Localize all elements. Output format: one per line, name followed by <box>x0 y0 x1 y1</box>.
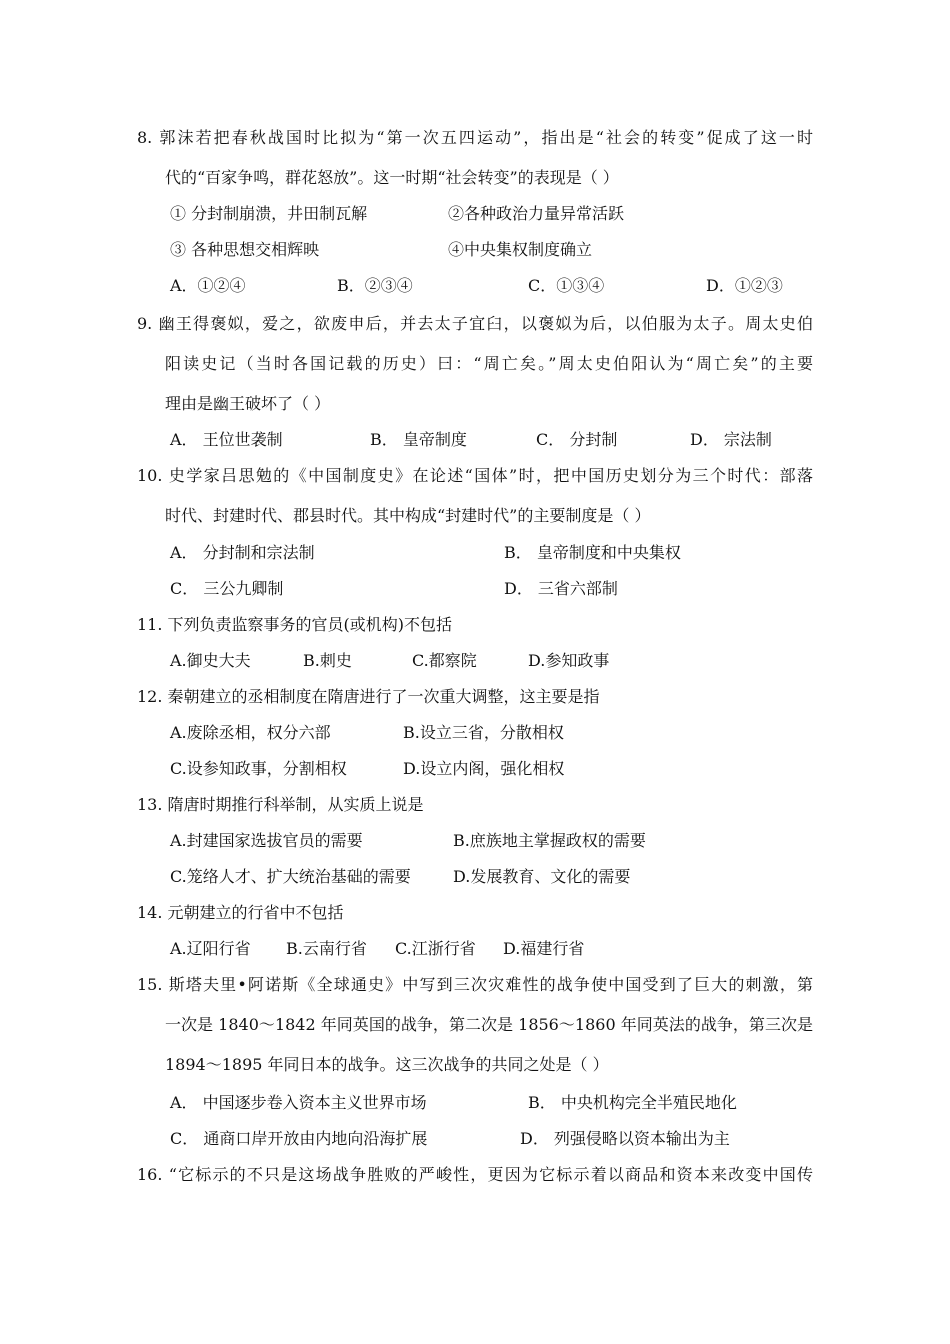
q8-statement-3: ③ 各种思想交相辉映 <box>170 240 320 259</box>
q11-option-b: B.刺史 <box>303 651 352 670</box>
q9-stem-line1: 9. 幽王得褒姒，爱之，欲废申后，并去太子宜臼，以褒姒为后，以伯服为太子。周太史伯 <box>137 314 813 333</box>
q11-option-c: C.都察院 <box>412 651 477 670</box>
q8-option-c: C．①③④ <box>528 276 605 295</box>
q9-stem-line2: 阳读史记（当时各国记载的历史）曰：“周亡矣。”周太史伯阳认为“周亡矣”的主要 <box>165 354 813 373</box>
q8-statement-1: ① 分封制崩溃，井田制瓦解 <box>170 204 368 223</box>
q14-option-b: B.云南行省 <box>286 939 367 958</box>
q10-option-a: A． 分封制和宗法制 <box>170 543 315 562</box>
q15-option-d: D． 列强侵略以资本输出为主 <box>520 1129 730 1148</box>
q14-stem: 14. 元朝建立的行省中不包括 <box>137 903 344 922</box>
q13-stem: 13. 隋唐时期推行科举制，从实质上说是 <box>137 795 424 814</box>
q15-stem-line2: 一次是 1840～1842 年同英国的战争，第二次是 1856～1860 年同英法的战争，第三次是 <box>165 1015 813 1034</box>
q16-stem-line1: 16. “它标示的不只是这场战争胜败的严峻性，更因为它标示着以商品和资本来改变中国传 <box>137 1165 813 1184</box>
q8-statement-2: ②各种政治力量异常活跃 <box>448 204 625 223</box>
q11-option-a: A.御史大夫 <box>170 651 251 670</box>
q15-stem-line1: 15. 斯塔夫里•阿诺斯《全球通史》中写到三次灾难性的战争使中国受到了巨大的刺激，第 <box>137 975 813 994</box>
q13-option-a: A.封建国家选拔官员的需要 <box>170 831 363 850</box>
q11-option-d: D.参知政事 <box>528 651 610 670</box>
q9-option-d: D． 宗法制 <box>690 430 772 449</box>
q9-option-b: B． 皇帝制度 <box>370 430 467 449</box>
q8-option-d: D．①②③ <box>706 276 783 295</box>
q15-option-c: C． 通商口岸开放由内地向沿海扩展 <box>170 1129 428 1148</box>
q13-option-d: D.发展教育、文化的需要 <box>453 867 631 886</box>
q8-stem-line1: 8. 郭沫若把春秋战国时比拟为“第一次五四运动”，指出是“社会的转变”促成了这一时 <box>137 128 813 147</box>
q8-option-b: B．②③④ <box>337 276 413 295</box>
q15-stem-line3: 1894～1895 年同日本的战争。这三次战争的共同之处是（ ） <box>165 1055 609 1074</box>
q14-option-d: D.福建行省 <box>503 939 585 958</box>
q13-option-b: B.庶族地主掌握政权的需要 <box>453 831 646 850</box>
q10-stem-line1: 10. 史学家吕思勉的《中国制度史》在论述“国体”时，把中国历史划分为三个时代：部落 <box>137 466 813 485</box>
q14-option-a: A.辽阳行省 <box>170 939 251 958</box>
q15-option-b: B． 中央机构完全半殖民地化 <box>528 1093 737 1112</box>
q10-stem-line2: 时代、封建时代、郡县时代。其中构成“封建时代”的主要制度是（ ） <box>165 506 651 525</box>
q10-option-c: C． 三公九卿制 <box>170 579 284 598</box>
q10-option-b: B． 皇帝制度和中央集权 <box>504 543 681 562</box>
q11-stem: 11. 下列负责监察事务的官员(或机构)不包括 <box>137 615 453 634</box>
q12-option-c: C.设参知政事，分割相权 <box>170 759 347 778</box>
q12-option-b: B.设立三省，分散相权 <box>403 723 564 742</box>
q8-statement-4: ④中央集权制度确立 <box>448 240 593 259</box>
q14-option-c: C.江浙行省 <box>395 939 476 958</box>
q8-stem-line2: 代的“百家争鸣，群花怒放”。这一时期“社会转变”的表现是（ ） <box>165 168 619 187</box>
q9-stem-line3: 理由是幽王破坏了（ ） <box>165 394 331 413</box>
q12-option-a: A.废除丞相，权分六部 <box>170 723 331 742</box>
q12-stem: 12. 秦朝建立的丞相制度在隋唐进行了一次重大调整，这主要是指 <box>137 687 600 706</box>
q13-option-c: C.笼络人才、扩大统治基础的需要 <box>170 867 411 886</box>
q8-option-a: A．①②④ <box>170 276 246 295</box>
q10-option-d: D． 三省六部制 <box>504 579 618 598</box>
q15-option-a: A． 中国逐步卷入资本主义世界市场 <box>170 1093 427 1112</box>
q9-option-a: A． 王位世袭制 <box>170 430 283 449</box>
q12-option-d: D.设立内阁，强化相权 <box>403 759 565 778</box>
q9-option-c: C． 分封制 <box>536 430 618 449</box>
